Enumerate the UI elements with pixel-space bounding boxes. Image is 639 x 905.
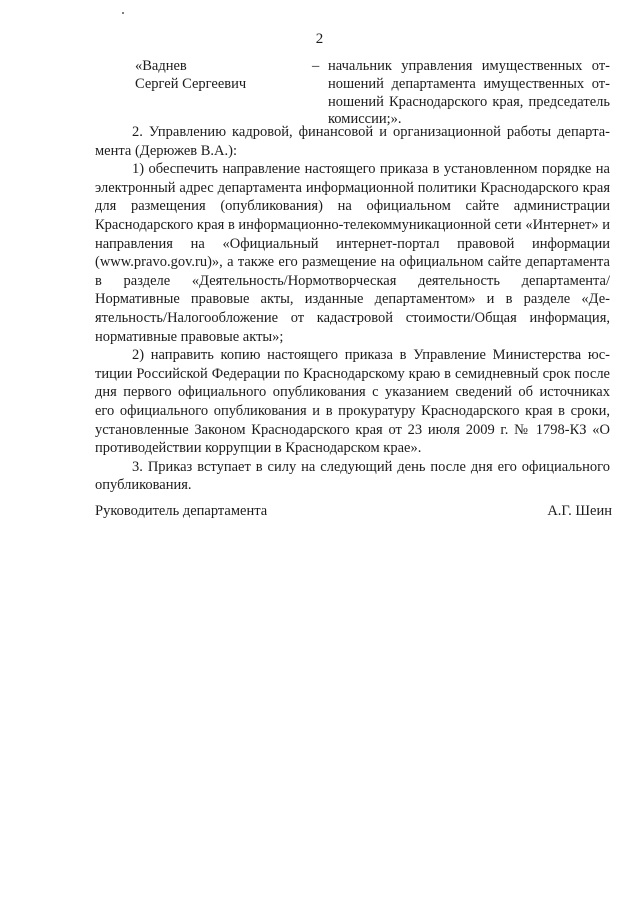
paragraph-subitem-2: 2) направить копию настоящего приказа в Управление Министерства юстиции Российской Федерации по Краснодарскому краю в семидневный срок после дня первого официального опубликования с указанием сведений об источниках его официального опубликования и в прокуратуру Краснодарского края в сроки, установленные Законом Краснодарского края от 23 июля 2009 г. № 1798-КЗ «О противодействии коррупции в Краснодарском крае».: [95, 347, 610, 457]
signatory-title: Руководитель департамента: [95, 503, 268, 519]
paragraph-item-3: 3. Приказ вступает в силу на следующий день после дня его официального опубликования.: [95, 458, 610, 494]
member-surname: «Ваднев: [135, 58, 187, 74]
paragraph-item-2: 2. Управлению кадровой, финансовой и организационной работы департамента (Дерюжев В.А.):: [95, 124, 610, 159]
order-body: [95, 123, 610, 495]
paragraph-subitem-1: 1) обеспечить направление настоящего приказа в установленном порядке на электронный адрес департамента информационной политики Краснодарского края для размещения (опубликования) на официальном сайте администрации Краснодарского края в информационно-телекоммуникационной сети «Интернет» и направления на «Официальный интернет-портал правовой информации (www.pravo.gov.ru)», а также его размещение на официальном сайте департамента в разделе «Деятельность/Нормотворческая деятельность департамента/Нормативные правовые акты, изданные департаментом» и в разделе «Деятельность/Налогообложение от кадастровой стоимости/Общая информация, нормативные правовые акты»;: [95, 161, 610, 345]
member-given-names: Сергей Сергеевич: [135, 75, 247, 92]
member-dash: –: [312, 58, 320, 74]
commission-member-entry: [95, 58, 610, 128]
page-number: 2: [315, 31, 324, 47]
signatory-name: А.Г. Шеин: [547, 503, 612, 519]
scan-speck: [122, 12, 124, 14]
signature-block: [95, 502, 612, 522]
member-role: начальник управления имущественных отношений департамента имущественных отношений Краснодарского края, председатель комиссии;».: [328, 58, 610, 128]
member-name: [135, 58, 335, 94]
